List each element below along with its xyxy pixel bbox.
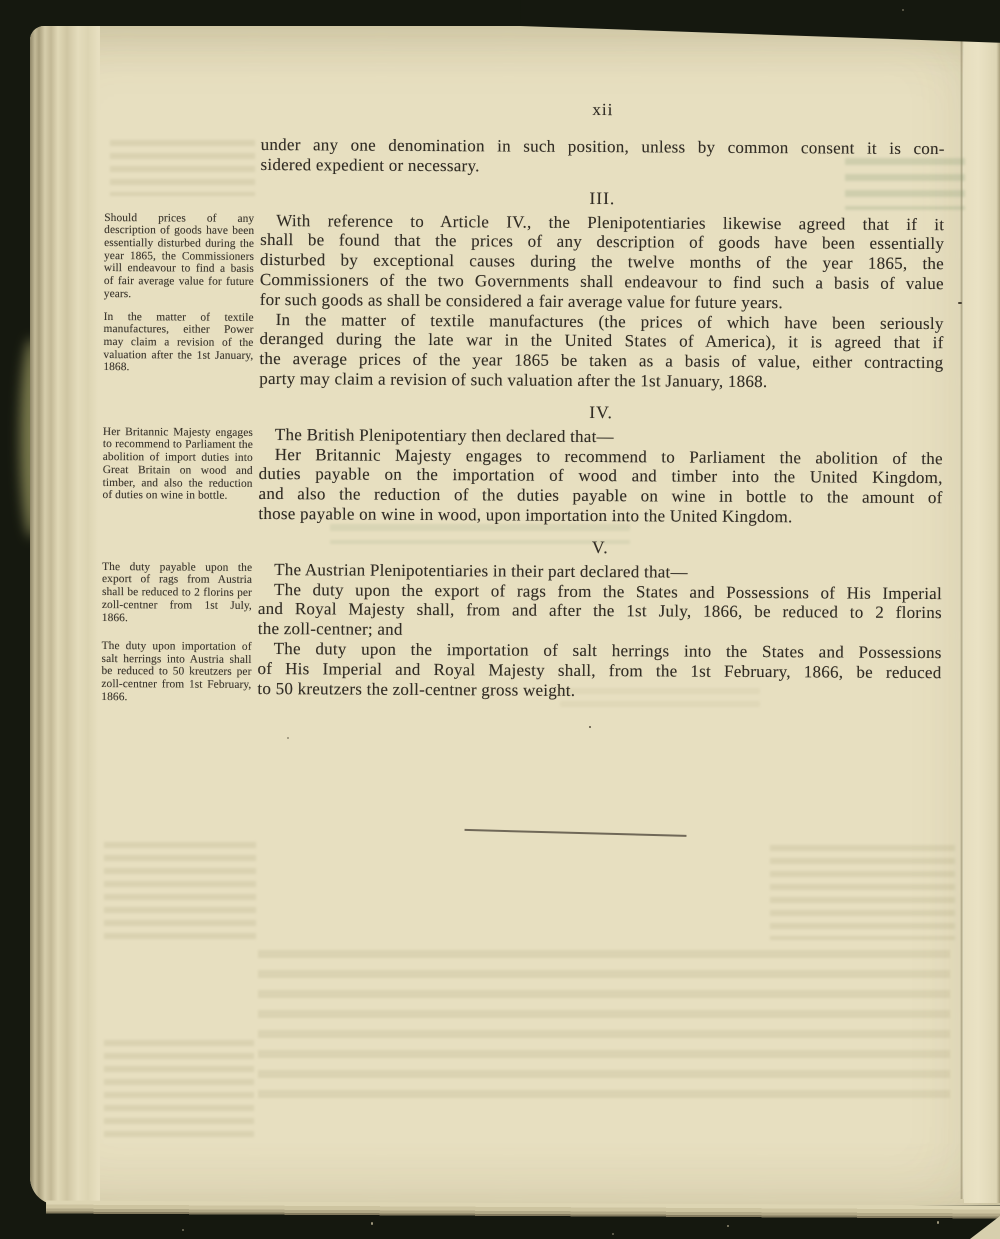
margin-note-cell <box>102 309 260 374</box>
ink-speck <box>589 726 591 728</box>
margin-spacer <box>103 96 261 97</box>
ink-speck <box>287 737 289 739</box>
page-edge-stack <box>30 26 100 1205</box>
dust-speck <box>902 9 904 11</box>
paragraph <box>257 639 941 703</box>
margin-spacer <box>103 134 261 135</box>
section-heading-row <box>102 174 944 215</box>
paragraph-line: duties payable on the importation of wood and timber into the United Kingdom, <box>258 464 943 488</box>
paragraph <box>260 211 945 314</box>
intro-paragraph <box>103 134 945 179</box>
margin-spacer <box>103 174 261 175</box>
margin-note: Her Britannic Majesty engages to recommend to Parliament the abolition of import duties into Great Britain on wood and timber, and also the reduction of duties on wine in bottle. <box>102 425 253 503</box>
section-block <box>100 424 943 528</box>
margin-spacer <box>101 388 259 389</box>
margin-note-cell <box>100 559 258 624</box>
paragraph-line: Her Britannic Majesty engages to recommend to Parliament the abolition of the <box>274 444 943 468</box>
paragraph-line: to 50 kreutzers the zoll-centner gross weight. <box>257 678 576 700</box>
dust-speck <box>937 1221 939 1224</box>
divider-row <box>99 697 942 836</box>
page-gutter-crease <box>960 32 964 1199</box>
adjacent-page-edge <box>964 30 1000 1203</box>
page-content <box>99 96 945 836</box>
paragraph <box>261 135 945 179</box>
dust-speck <box>182 1229 184 1231</box>
margin-note-cell <box>101 424 259 503</box>
paragraph-line: the zoll-centner; and <box>257 619 403 639</box>
paragraph-line: and also the reduction of the duties payable on wine in bottle to the amount of <box>258 484 943 508</box>
margin-note-cell <box>102 210 260 300</box>
margin-note: In the matter of textile manufactures, either Power may claim a revision of the valuation after the 1st January, 1868. <box>103 310 254 374</box>
paragraph-line: The duty upon the export of rags from the States and Possessions of His Imperial <box>273 579 943 603</box>
page-number: xii <box>592 99 614 120</box>
section-block <box>102 210 945 314</box>
paragraph-line: those payable on wine in wood, upon importation into the United Kingdom. <box>258 503 793 527</box>
paragraph-line: sidered expedient or necessary. <box>260 154 480 176</box>
margin-note-cell <box>100 638 258 703</box>
section-heading-row <box>101 388 943 429</box>
ink-speck <box>958 302 962 304</box>
section-block <box>101 309 943 393</box>
paragraph <box>259 310 943 393</box>
paragraph-line: for such goods as shall be considered a fair average value for future years. <box>259 289 783 312</box>
paragraph <box>258 425 943 528</box>
paragraph-line: under any one denomination in such position, unless by common consent it is con- <box>260 134 945 159</box>
paragraph-line: party may claim a revision of such valuation after the 1st January, 1868. <box>259 368 768 392</box>
margin-spacer <box>100 523 258 524</box>
section-block <box>100 559 942 643</box>
section-heading: IV. <box>589 401 613 422</box>
paragraph-line: The Austrian Plenipotentiaries in their part declared that— <box>274 559 688 582</box>
paragraph-line: the average prices of the year 1865 be taken as a basis of value, either contracting <box>259 349 944 373</box>
margin-note: The duty payable upon the export of rags from Austria shall be reduced to 2 florins per zoll-centner from 1st July, 1866. <box>101 560 253 624</box>
paragraph-line: Commissioners of the two Governments shall endeavour to find such a basis of value <box>259 269 944 294</box>
paragraph <box>258 560 942 643</box>
section-heading: III. <box>589 187 616 208</box>
dust-speck <box>371 1222 373 1225</box>
paragraph-line: With reference to Article IV., the Plenipotentiaries likewise agreed that if it <box>276 210 945 234</box>
dust-speck <box>612 1233 614 1235</box>
paragraph-line: The duty upon the importation of salt herrings into the States and Possessions <box>273 638 942 663</box>
paragraph-line: The British Plenipotentiary then declared that— <box>274 424 614 446</box>
page-number-row <box>103 96 945 123</box>
divider-cell <box>257 698 942 836</box>
section-heading-row <box>100 523 942 564</box>
paragraph-line: of His Imperial and Royal Majesty shall, from the 1st February, 1866, be reduced <box>257 658 942 682</box>
dust-speck <box>727 1225 729 1227</box>
margin-note: The duty upon importation of salt herrings into Austria shall be reduced to 50 kreutzers per zoll-centner from 1st February, 1866. <box>101 639 252 703</box>
section-heading: V. <box>591 536 609 557</box>
paragraph-line: and Royal Majesty shall, from and after the 1st July, 1866, be reduced to 2 florins <box>257 599 942 623</box>
paragraph-line: In the matter of textile manufactures (the prices of which have been seriously <box>275 309 944 333</box>
margin-note: Should prices of any description of goods have been essentially disturbed during the year 1865, the Commissioners will endeavour to find a basis of fair average value for future years. <box>103 211 255 300</box>
paragraph-line: shall be found that the prices of any description of goods have been essentially <box>260 230 945 254</box>
paragraph-line: disturbed by exceptional causes during the twelve months of the year 1865, the <box>259 250 945 274</box>
section-block <box>99 638 941 703</box>
paragraph-line: deranged during the late war in the United States of America), it is agreed that if <box>259 329 944 353</box>
